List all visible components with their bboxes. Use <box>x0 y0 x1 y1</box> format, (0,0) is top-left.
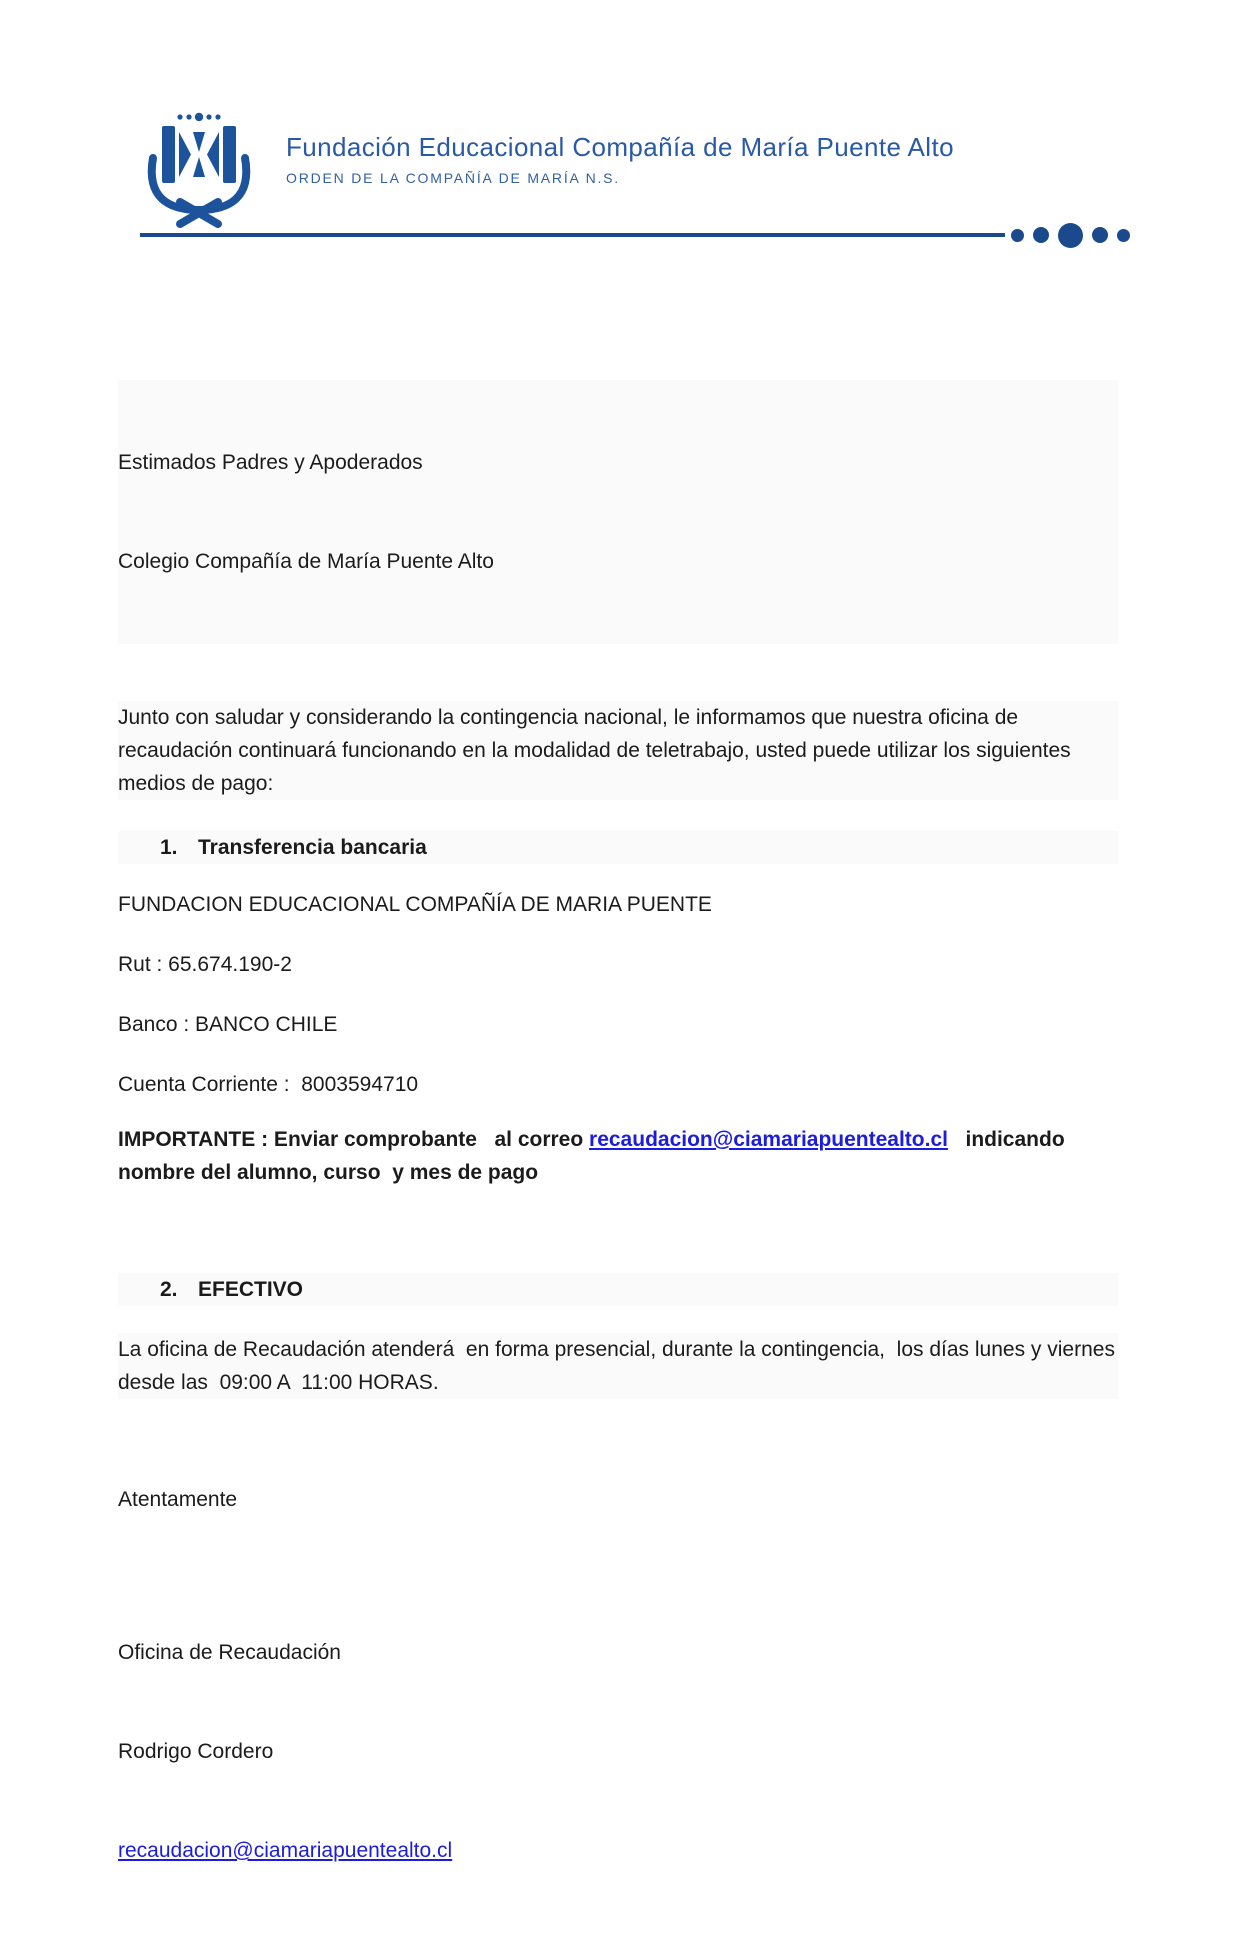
important-note-suffix: indicando nombre del alumno, curso y mes de pago <box>118 1128 1071 1184</box>
signature-department: Oficina de Recaudación <box>118 1641 341 1664</box>
divider-dot-icon <box>1011 229 1024 242</box>
salutation <box>118 380 1118 644</box>
closing: Atentamente <box>118 1488 238 1511</box>
section-1-title: Transferencia bancaria <box>198 836 427 859</box>
rut-line: Rut : 65.674.190-2 <box>118 953 292 976</box>
important-note <box>118 1123 1118 1189</box>
important-note-prefix: IMPORTANTE : Enviar comprobante al correo <box>118 1128 590 1151</box>
account-holder-name: FUNDACION EDUCACIONAL COMPAÑÍA DE MARIA PUENTE <box>118 893 712 916</box>
intro-paragraph: Junto con saludar y considerando la contingencia nacional, le informamos que nuestra oficina de recaudación continuará funcionando en la modalidad de teletrabajo, usted puede utilizar los siguientes medios de pago: <box>118 701 1118 800</box>
section-1-number: 1. <box>160 836 178 859</box>
org-subtitle: ORDEN DE LA COMPAÑÍA DE MARÍA N.S. <box>286 170 621 186</box>
bank-line: Banco : BANCO CHILE <box>118 1013 338 1036</box>
divider-dot-icon <box>1117 229 1130 242</box>
account-number-line: Cuenta Corriente : 8003594710 <box>118 1073 419 1096</box>
recaudacion-email-link[interactable]: recaudacion@ciamariapuentealto.cl <box>589 1128 948 1151</box>
divider-line <box>140 233 1005 237</box>
org-identity <box>286 132 954 186</box>
salutation-line-2: Colegio Compañía de María Puente Alto <box>118 550 494 573</box>
letter-body <box>118 380 1127 1933</box>
org-name: Fundación Educacional Compañía de María Puente Alto <box>286 132 954 162</box>
header-divider <box>140 222 1130 248</box>
signature-block <box>118 1570 1118 1933</box>
signature-name: Rodrigo Cordero <box>118 1740 274 1763</box>
section-1-heading <box>118 831 1118 864</box>
divider-dot-icon <box>1058 223 1083 248</box>
section-2-number: 2. <box>160 1278 178 1301</box>
section-2-heading <box>118 1273 1118 1306</box>
divider-dot-icon <box>1092 227 1108 243</box>
fundacion-logo <box>124 110 274 228</box>
letterhead <box>124 110 954 228</box>
salutation-line-1: Estimados Padres y Apoderados <box>118 451 423 474</box>
divider-dot-icon <box>1033 227 1049 243</box>
order-of-mary-emblem-icon <box>124 110 274 228</box>
section-2-title: EFECTIVO <box>198 1278 304 1301</box>
signature-email-link[interactable]: recaudacion@ciamariapuentealto.cl <box>118 1839 453 1862</box>
cash-office-paragraph: La oficina de Recaudación atenderá en forma presencial, durante la contingencia, los días lunes y viernes desde las 09:00 A 11:00 HORAS. <box>118 1333 1118 1399</box>
